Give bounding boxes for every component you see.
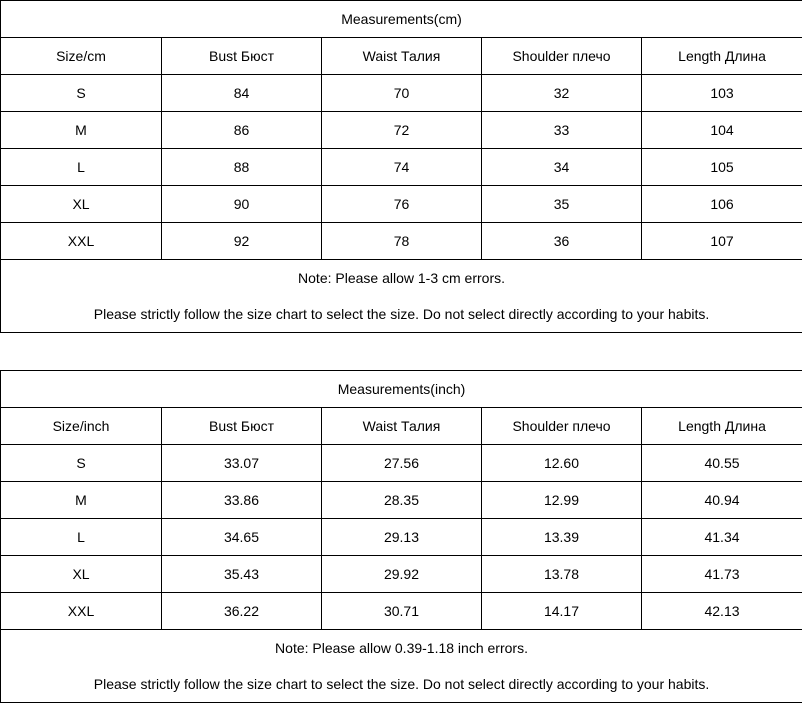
size-cell: L — [1, 519, 162, 556]
shoulder-cell: 13.39 — [482, 519, 642, 556]
size-chart-cm — [0, 0, 802, 333]
table-title-row — [1, 1, 802, 38]
bust-cell: 36.22 — [162, 593, 322, 630]
waist-cell: 76 — [322, 186, 482, 223]
length-cell: 103 — [642, 75, 802, 112]
waist-cell: 29.92 — [322, 556, 482, 593]
table-title: Measurements(inch) — [1, 371, 802, 408]
header-bust: Bust Бюст — [162, 38, 322, 75]
waist-cell: 70 — [322, 75, 482, 112]
waist-cell: 74 — [322, 149, 482, 186]
header-size: Size/inch — [1, 408, 162, 445]
table-title: Measurements(cm) — [1, 1, 802, 38]
table-row — [1, 186, 802, 223]
length-cell: 104 — [642, 112, 802, 149]
size-cell: XL — [1, 186, 162, 223]
note-row — [1, 630, 802, 667]
size-cell: M — [1, 112, 162, 149]
size-cell: S — [1, 445, 162, 482]
table-row — [1, 75, 802, 112]
shoulder-cell: 36 — [482, 223, 642, 260]
length-cell: 40.55 — [642, 445, 802, 482]
bust-cell: 90 — [162, 186, 322, 223]
header-shoulder: Shoulder плечо — [482, 38, 642, 75]
shoulder-cell: 33 — [482, 112, 642, 149]
waist-cell: 28.35 — [322, 482, 482, 519]
table-header-row — [1, 38, 802, 75]
header-waist: Waist Талия — [322, 38, 482, 75]
bust-cell: 35.43 — [162, 556, 322, 593]
length-cell: 41.34 — [642, 519, 802, 556]
bust-cell: 92 — [162, 223, 322, 260]
instruction-row — [1, 666, 802, 703]
table-header-row — [1, 408, 802, 445]
size-cell: XXL — [1, 223, 162, 260]
note-row — [1, 260, 802, 297]
header-bust: Bust Бюст — [162, 408, 322, 445]
table-row — [1, 223, 802, 260]
bust-cell: 34.65 — [162, 519, 322, 556]
size-cell: XL — [1, 556, 162, 593]
header-waist: Waist Талия — [322, 408, 482, 445]
length-cell: 106 — [642, 186, 802, 223]
waist-cell: 78 — [322, 223, 482, 260]
shoulder-cell: 32 — [482, 75, 642, 112]
table-row — [1, 445, 802, 482]
table-title-row — [1, 371, 802, 408]
length-cell: 41.73 — [642, 556, 802, 593]
bust-cell: 86 — [162, 112, 322, 149]
size-chart-inch — [0, 370, 802, 703]
bust-cell: 84 — [162, 75, 322, 112]
shoulder-cell: 12.60 — [482, 445, 642, 482]
header-length: Length Длина — [642, 38, 802, 75]
table-row — [1, 482, 802, 519]
bust-cell: 88 — [162, 149, 322, 186]
table-row — [1, 112, 802, 149]
size-cell: L — [1, 149, 162, 186]
header-size: Size/cm — [1, 38, 162, 75]
size-instruction: Please strictly follow the size chart to select the size. Do not select directly according to your habits. — [1, 666, 802, 703]
bust-cell: 33.07 — [162, 445, 322, 482]
size-cell: XXL — [1, 593, 162, 630]
shoulder-cell: 35 — [482, 186, 642, 223]
waist-cell: 72 — [322, 112, 482, 149]
length-cell: 107 — [642, 223, 802, 260]
shoulder-cell: 13.78 — [482, 556, 642, 593]
waist-cell: 27.56 — [322, 445, 482, 482]
table-row — [1, 149, 802, 186]
header-length: Length Длина — [642, 408, 802, 445]
shoulder-cell: 12.99 — [482, 482, 642, 519]
size-cell: M — [1, 482, 162, 519]
shoulder-cell: 34 — [482, 149, 642, 186]
error-note: Note: Please allow 1-3 cm errors. — [1, 260, 802, 297]
bust-cell: 33.86 — [162, 482, 322, 519]
table-row — [1, 556, 802, 593]
table-row — [1, 519, 802, 556]
waist-cell: 29.13 — [322, 519, 482, 556]
length-cell: 42.13 — [642, 593, 802, 630]
length-cell: 40.94 — [642, 482, 802, 519]
size-instruction: Please strictly follow the size chart to select the size. Do not select directly according to your habits. — [1, 296, 802, 333]
size-cell: S — [1, 75, 162, 112]
error-note: Note: Please allow 0.39-1.18 inch errors. — [1, 630, 802, 667]
shoulder-cell: 14.17 — [482, 593, 642, 630]
waist-cell: 30.71 — [322, 593, 482, 630]
table-row — [1, 593, 802, 630]
length-cell: 105 — [642, 149, 802, 186]
instruction-row — [1, 296, 802, 333]
header-shoulder: Shoulder плечо — [482, 408, 642, 445]
